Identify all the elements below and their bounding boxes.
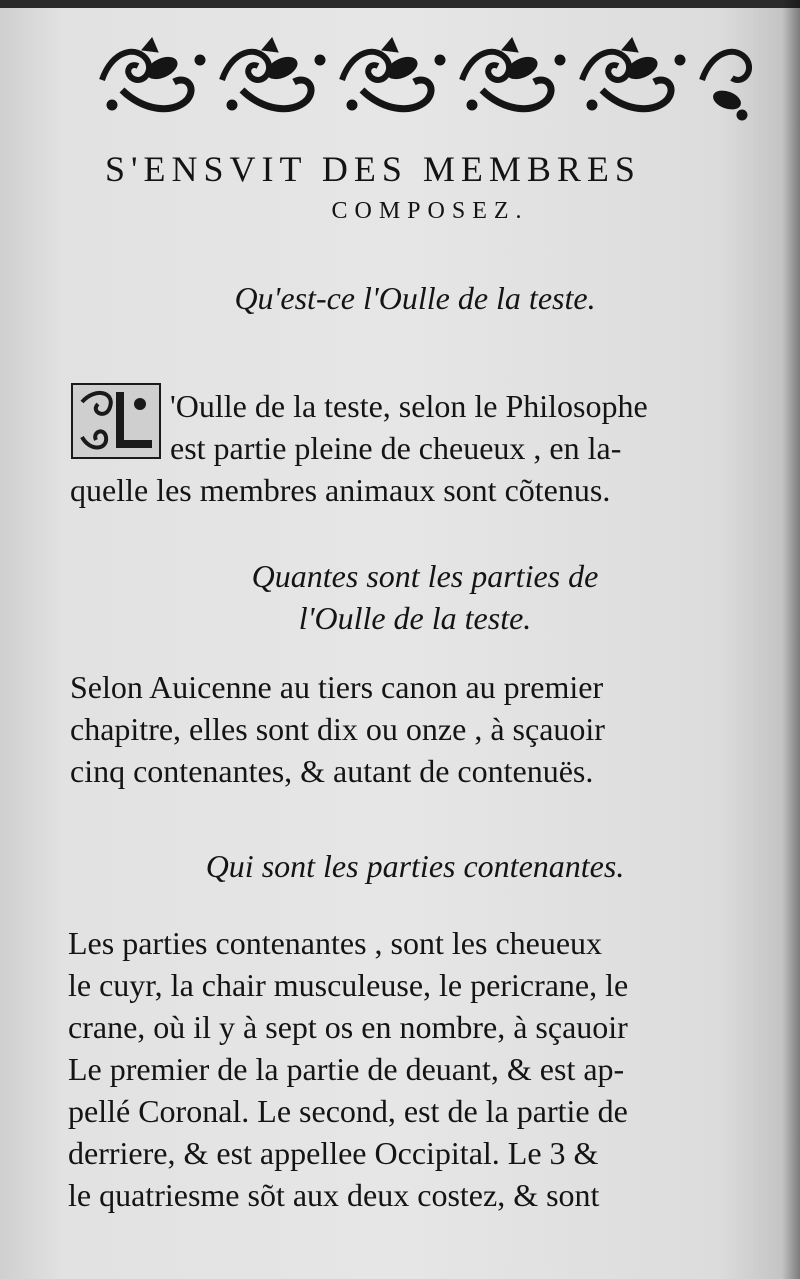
text-line: 'Oulle de la teste, selon le Philosophe bbox=[170, 388, 648, 424]
question-heading-line: l'Oulle de la teste. bbox=[298, 600, 532, 636]
text-line: derriere, & est appellee Occipital. Le 3 & bbox=[68, 1135, 599, 1171]
text-line: cinq contenantes, & autant de contenuës. bbox=[70, 753, 594, 789]
text-line: quelle les membres animaux sont cõtenus. bbox=[70, 472, 611, 508]
page-top-edge bbox=[0, 0, 800, 8]
question-heading: Qu'est-ce l'Oulle de la teste. bbox=[234, 280, 596, 316]
text-line: Le premier de la partie de deuant, & est ap- bbox=[68, 1051, 625, 1087]
paragraph bbox=[68, 922, 768, 1216]
chapter-subheading: COMPOSEZ. bbox=[331, 198, 529, 224]
text-line: Selon Auicenne au tiers canon au premier bbox=[70, 669, 604, 705]
question-heading: Qui sont les parties contenantes. bbox=[205, 848, 625, 884]
text-line: Les parties contenantes , sont les cheueux bbox=[68, 925, 603, 961]
page-edge-shadow bbox=[782, 0, 800, 1279]
text-line: est partie pleine de cheueux , en la- bbox=[170, 430, 622, 466]
text-line: pellé Coronal. Le second, est de la partie de bbox=[68, 1093, 628, 1129]
chapter-heading: S'ENSVIT DES MEMBRES bbox=[105, 149, 641, 189]
text-line: le cuyr, la chair musculeuse, le pericrane, le bbox=[68, 967, 629, 1003]
floral-ornament-icon bbox=[92, 30, 752, 125]
paragraph bbox=[70, 385, 770, 511]
text-line: le quatriesme sõt aux deux costez, & sont bbox=[68, 1177, 600, 1213]
question-heading-line: Quantes sont les parties de bbox=[251, 558, 599, 594]
text-line: chapitre, elles sont dix ou onze , à sçauoir bbox=[70, 711, 605, 747]
text-line: crane, où il y à sept os en nombre, à sçauoir bbox=[68, 1009, 628, 1045]
paragraph bbox=[70, 666, 770, 792]
